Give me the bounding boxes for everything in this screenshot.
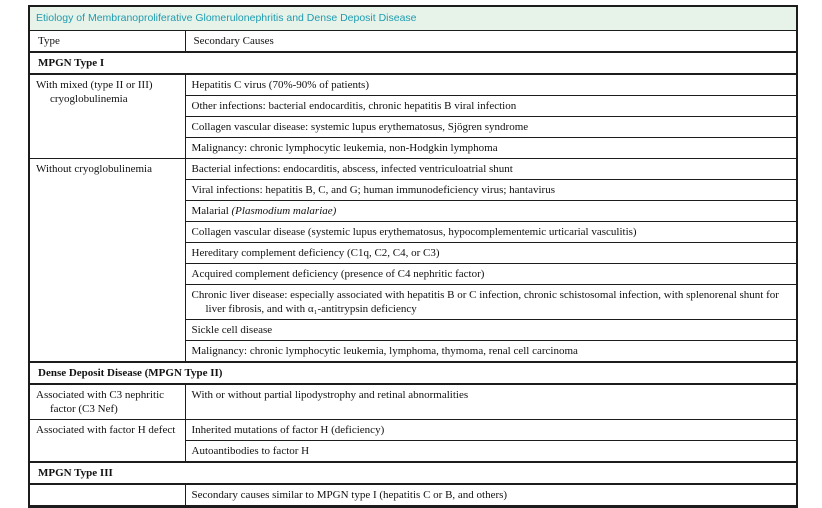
table-row [29, 420, 797, 441]
type-cell: Without cryoglobulinemia [29, 159, 185, 363]
table-title-row [29, 6, 797, 31]
cause-cell: Other infections: bacterial endocarditis, chronic hepatitis B viral infection [185, 96, 797, 117]
cause-cell: Bacterial infections: endocarditis, abscess, infected ventriculoatrial shunt [185, 159, 797, 180]
column-header-causes: Secondary Causes [185, 31, 797, 53]
cause-cell: Viral infections: hepatitis B, C, and G; human immunodeficiency virus; hantavirus [185, 180, 797, 201]
cause-cell: Collagen vascular disease: systemic lupus erythematosus, Sjögren syndrome [185, 117, 797, 138]
section-label: Dense Deposit Disease (MPGN Type II) [38, 367, 223, 379]
section-label: MPGN Type I [38, 57, 105, 69]
table-title-text: Etiology of Membranoproliferative Glomerulonephritis and Dense Deposit Disease [36, 12, 417, 24]
cause-cell: Malarial (Plasmodium malariae) [185, 201, 797, 222]
section-header-mpgn-type-1 [29, 52, 797, 74]
type-cell-empty [29, 484, 185, 507]
column-header-row [29, 31, 797, 53]
type-cell: Associated with factor H defect [29, 420, 185, 463]
cause-cell: Malignancy: chronic lymphocytic leukemia, non-Hodgkin lymphoma [185, 138, 797, 159]
table-title [29, 6, 797, 31]
cause-cell: With or without partial lipodystrophy and retinal abnormalities [185, 384, 797, 420]
cause-cell: Hereditary complement deficiency (C1q, C2, C4, or C3) [185, 243, 797, 264]
column-header-type: Type [29, 31, 185, 53]
section-header-dense-deposit-disease [29, 362, 797, 384]
table-row [29, 484, 797, 507]
cause-cell: Secondary causes similar to MPGN type I (hepatitis C or B, and others) [185, 484, 797, 507]
cause-cell: Malignancy: chronic lymphocytic leukemia, lymphoma, thymoma, renal cell carcinoma [185, 341, 797, 363]
cause-cell: Sickle cell disease [185, 320, 797, 341]
cause-cell: Acquired complement deficiency (presence of C4 nephritic factor) [185, 264, 797, 285]
type-cell: With mixed (type II or III) cryoglobulinemia [29, 74, 185, 159]
cause-italic-text: (Plasmodium malariae) [231, 205, 337, 217]
cause-cell: Hepatitis C virus (70%-90% of patients) [185, 74, 797, 96]
cause-cell: Inherited mutations of factor H (deficiency) [185, 420, 797, 441]
type-cell: Associated with C3 nephritic factor (C3 Nef) [29, 384, 185, 420]
table-row [29, 74, 797, 96]
cause-cell: Autoantibodies to factor H [185, 441, 797, 463]
section-label: MPGN Type III [38, 467, 113, 479]
cause-cell: Collagen vascular disease (systemic lupus erythematosus, hypocomplementemic urticarial vasculitis) [185, 222, 797, 243]
table-row [29, 159, 797, 180]
cause-cell: Chronic liver disease: especially associated with hepatitis B or C infection, chronic schistosomal infection, with splenorenal shunt for liver fibrosis, and with α₁-antitrypsin deficiency [185, 285, 797, 320]
table-row [29, 384, 797, 420]
section-header-mpgn-type-3 [29, 462, 797, 484]
etiology-table [28, 5, 798, 508]
